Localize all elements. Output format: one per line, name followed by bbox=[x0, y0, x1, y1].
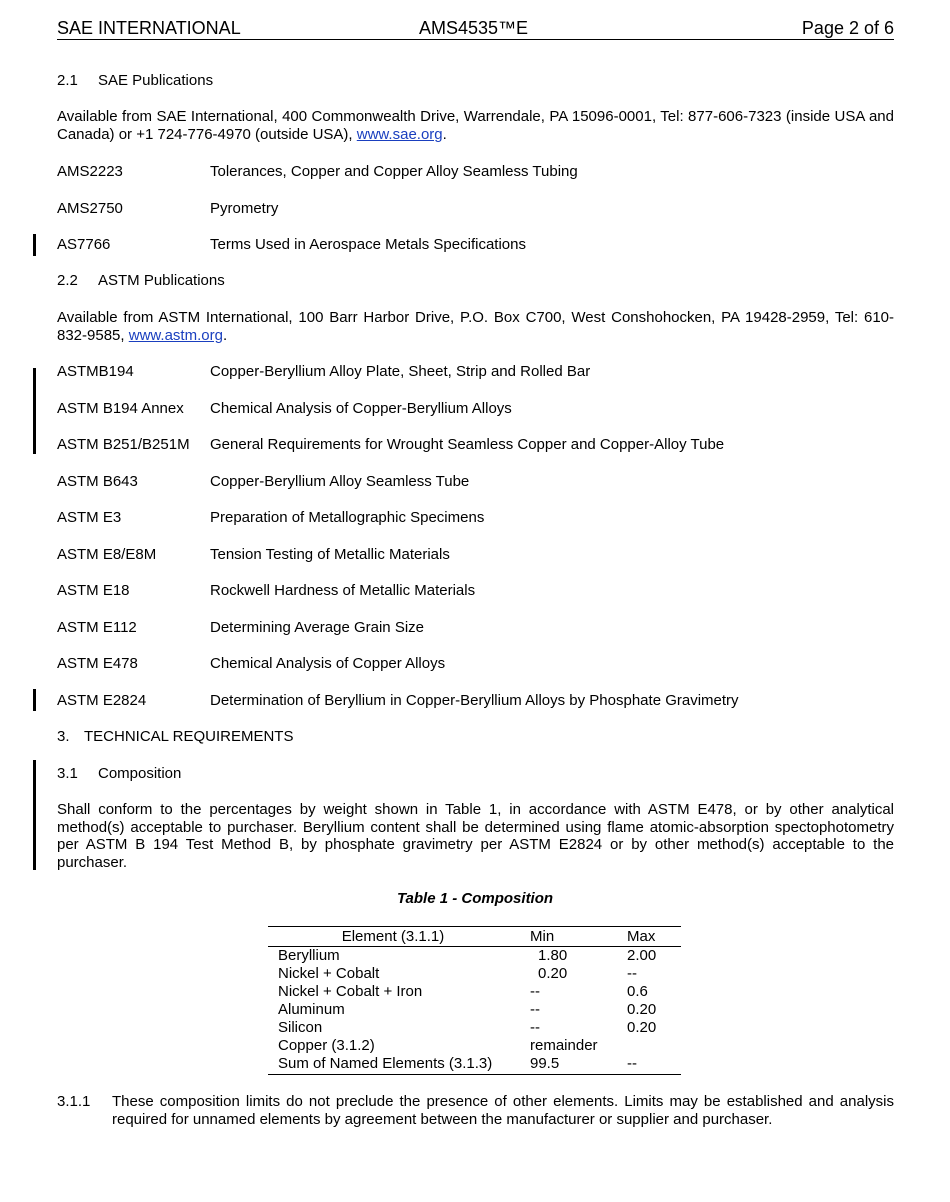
astm-website-link[interactable]: www.astm.org bbox=[128, 326, 223, 344]
table-cell: -- bbox=[627, 965, 637, 982]
ref-code: AMS2750 bbox=[57, 200, 123, 217]
ref-title: Determination of Beryllium in Copper-Beryllium Alloys by Phosphate Gravimetry bbox=[210, 692, 739, 709]
table-row bbox=[268, 1037, 681, 1055]
ref-title: Copper-Beryllium Alloy Seamless Tube bbox=[210, 473, 470, 490]
ref-code: AMS2223 bbox=[57, 163, 123, 180]
table-cell: Copper (3.1.2) bbox=[278, 1037, 375, 1054]
ref-title: Copper-Beryllium Alloy Plate, Sheet, Strip and Rolled Bar bbox=[210, 363, 591, 380]
table-caption: Table 1 - Composition bbox=[396, 890, 554, 907]
table-cell: 2.00 bbox=[627, 947, 657, 964]
ref-code: ASTM B194 Annex bbox=[57, 400, 184, 417]
change-bar bbox=[33, 760, 36, 870]
table-cell: 1.80 bbox=[538, 947, 568, 964]
table-row bbox=[268, 1019, 681, 1037]
ref-title: General Requirements for Wrought Seamless Copper and Copper-Alloy Tube bbox=[210, 436, 725, 453]
ref-code: ASTM B251/B251M bbox=[57, 436, 190, 453]
ref-code: ASTMB194 bbox=[57, 363, 134, 380]
ref-code: ASTM E8/E8M bbox=[57, 546, 157, 563]
table-cell: 99.5 bbox=[530, 1055, 560, 1072]
composition-table bbox=[268, 926, 681, 1075]
section-3-number: 3. bbox=[57, 728, 70, 745]
composition-paragraph: Shall conform to the percentages by weight shown in Table 1, in accordance with ASTM E478, or by other analytical method(s) acceptable to purchaser. Beryllium content shall be determined using flame atomic-absorption spectophotometry per ASTM B 194 Test Method B, by phosphate gravimetry per ASTM E2824 or by other method(s) acceptable to the purchaser. bbox=[57, 801, 894, 871]
ref-title: Chemical Analysis of Copper-Beryllium Alloys bbox=[210, 400, 512, 417]
table-row bbox=[268, 983, 681, 1001]
ref-code: AS7766 bbox=[57, 236, 111, 253]
table-header-row bbox=[268, 927, 681, 947]
sae-availability-paragraph bbox=[57, 108, 894, 143]
page-header bbox=[57, 18, 894, 40]
section-2-2-number: 2.2 bbox=[57, 272, 78, 289]
table-row bbox=[268, 1001, 681, 1019]
table-cell: 0.20 bbox=[627, 1001, 657, 1018]
astm-availability-paragraph bbox=[57, 309, 894, 344]
table-header-cell: Min bbox=[530, 928, 555, 945]
table-header-cell: Element (3.1.1) bbox=[341, 928, 445, 945]
table-cell: Silicon bbox=[278, 1019, 323, 1036]
ref-title: Determining Average Grain Size bbox=[210, 619, 424, 636]
change-bar bbox=[33, 234, 36, 256]
sae-availability-text: Available from SAE International, 400 Commonwealth Drive, Warrendale, PA 15096-0001, Tel: 877-606-7323 (inside USA and Canada) or +1 724-776-4970 (outside USA), bbox=[57, 108, 894, 143]
ref-code: ASTM E3 bbox=[57, 509, 122, 526]
table-cell: -- bbox=[627, 1055, 637, 1072]
table-cell: 0.20 bbox=[538, 965, 568, 982]
change-bar bbox=[33, 368, 36, 454]
table-cell: 0.6 bbox=[627, 983, 648, 1000]
ref-title: Pyrometry bbox=[210, 200, 279, 217]
astm-availability-text: Available from ASTM International, 100 Barr Harbor Drive, P.O. Box C700, West Conshohocken, PA 19428-2959, Tel: 610-832-9585, bbox=[57, 309, 894, 344]
table-cell: -- bbox=[530, 1001, 540, 1018]
table-header-cell: Max bbox=[627, 928, 656, 945]
table-cell: Sum of Named Elements (3.1.3) bbox=[278, 1055, 493, 1072]
ref-code: ASTM E2824 bbox=[57, 692, 147, 709]
section-3-1-1-text: These composition limits do not preclude the presence of other elements. Limits may be established and analysis required for unnamed elements by agreement between the manufacturer or supplier and purchaser. bbox=[112, 1093, 894, 1128]
sae-website-link[interactable]: www.sae.org bbox=[356, 125, 443, 143]
ref-code: ASTM E478 bbox=[57, 655, 138, 672]
sae-availability-tail: . bbox=[442, 125, 447, 143]
header-doc-id: AMS4535™E bbox=[419, 18, 529, 38]
section-2-2-title: ASTM Publications bbox=[98, 272, 225, 289]
table-cell: -- bbox=[530, 1019, 540, 1036]
header-page-number: Page 2 of 6 bbox=[801, 18, 894, 38]
table-cell: -- bbox=[530, 983, 540, 1000]
ref-title: Chemical Analysis of Copper Alloys bbox=[210, 655, 446, 672]
table-cell: remainder bbox=[530, 1037, 598, 1054]
table-cell: 0.20 bbox=[627, 1019, 657, 1036]
astm-availability-tail: . bbox=[222, 326, 228, 344]
ref-title: Tension Testing of Metallic Materials bbox=[210, 546, 450, 563]
ref-title: Rockwell Hardness of Metallic Materials bbox=[210, 582, 476, 599]
header-org: SAE INTERNATIONAL bbox=[57, 18, 241, 38]
ref-code: ASTM E18 bbox=[57, 582, 130, 599]
ref-title: Tolerances, Copper and Copper Alloy Seamless Tubing bbox=[210, 163, 578, 180]
table-cell: Nickel + Cobalt + Iron bbox=[278, 983, 423, 1000]
ref-title: Terms Used in Aerospace Metals Specifications bbox=[210, 236, 526, 253]
section-2-1-title: SAE Publications bbox=[98, 72, 214, 89]
change-bar bbox=[33, 689, 36, 711]
section-3-1-number: 3.1 bbox=[57, 765, 78, 782]
section-2-1-number: 2.1 bbox=[57, 72, 78, 89]
table-cell: Nickel + Cobalt bbox=[278, 965, 380, 982]
ref-code: ASTM B643 bbox=[57, 473, 138, 490]
table-cell: Aluminum bbox=[278, 1001, 345, 1018]
ref-code: ASTM E112 bbox=[57, 619, 137, 636]
ref-title: Preparation of Metallographic Specimens bbox=[210, 509, 485, 526]
section-3-1-title: Composition bbox=[98, 765, 182, 782]
section-3-title: TECHNICAL REQUIREMENTS bbox=[84, 728, 294, 745]
table-cell: Beryllium bbox=[278, 947, 340, 964]
table-row bbox=[268, 965, 681, 983]
section-3-1-1-number: 3.1.1 bbox=[57, 1093, 91, 1110]
table-row bbox=[268, 1055, 681, 1073]
table-row bbox=[268, 947, 681, 965]
